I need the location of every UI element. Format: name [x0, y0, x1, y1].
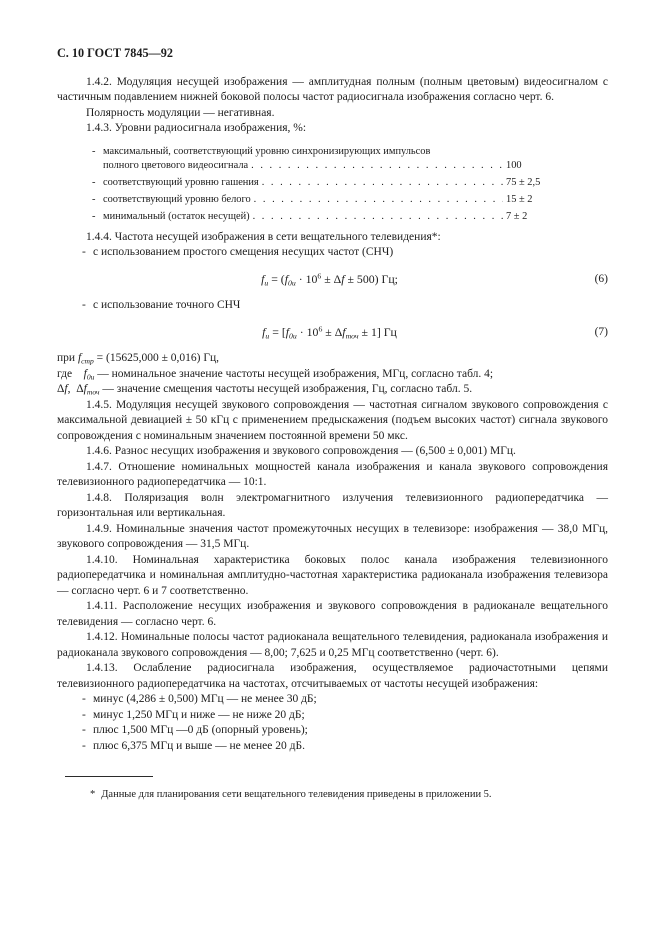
list-item-body [103, 193, 558, 207]
para-1-4-6: 1.4.6. Разнос несущих изображения и звукового сопровождения — (6,500 ± 0,001) МГц. [86, 445, 516, 457]
line-delta: Δf, $\Delta f_{точ}$ — значение смещения частоты несущей изображения, Гц, согласно табл. 5. [57, 383, 473, 397]
bullet-text: плюс 6,375 МГц и выше — не менее 20 дБ. [93, 739, 305, 752]
dotted-leader [254, 193, 503, 207]
para-1-4-11: 1.4.11. Расположение несущих изображения и звукового сопровождения в радиоканале вещательного телевидения — согласно черт. 6. [57, 600, 608, 628]
list-item-value: 100 [506, 159, 522, 171]
list-item-text: максимальный, соответствующий уровню синхронизирующих импульсов [103, 145, 431, 157]
list-item-body [103, 145, 558, 173]
list-item-text: соответствующий уровню белого [103, 193, 251, 205]
para-1-4-10: 1.4.10. Номинальная характеристика боковых полос канала изображения телевизионного радиопередатчика и номинальная амплитудно-частотная характеристика радиоканала изображения телевизора — согласно черт. 6 и 7 соответственно. [57, 553, 608, 597]
list-item-value: 75 ± 2,5 [506, 176, 541, 188]
dash-bullet: - [82, 246, 86, 258]
list-item-value: 15 ± 2 [506, 193, 533, 205]
list-item-text: минимальный (остаток несущей) [103, 210, 250, 222]
footnote-text: Данные для планирования сети вещательного телевидения приведены в приложении 5. [101, 789, 492, 800]
dash-bullet: - [82, 724, 86, 736]
dotted-leader [253, 210, 503, 224]
bullet-text: плюс 1,500 МГц —0 дБ (опорный уровень); [93, 724, 308, 736]
line-pri: при $f_{стр} = (15625,000 \pm 0,016)$ Гц, [57, 352, 220, 366]
para-1-4-8: 1.4.8. Поляризация волн электромагнитного излучения телевизионного радиопередатчика — горизонтальная или вертикальная. [57, 491, 608, 519]
para-1-4-7: 1.4.7. Отношение номинальных мощностей канала изображения и канала звукового сопровождения телевизионного радиопередатчика — 10:1. [57, 460, 608, 488]
attenuation-item [57, 692, 608, 708]
para-1-4-5: 1.4.5. Модуляция несущей звукового сопровождения — частотная сигналом звукового сопровождения с максимальной девиацией ± 50 кГц с применением предыскажения (подъем высоких частот) сигнала звукового сопровождения с номинальным значением постоянной времени 50 мкс. [57, 398, 608, 442]
formula-6-row [57, 272, 608, 288]
page-content [57, 46, 608, 802]
list-item [92, 145, 558, 173]
formula-6: $f_и = (f_{0и} \cdot 10^6 \pm \Delta f \pm 500)$ Гц; [261, 271, 398, 288]
list-item [92, 176, 558, 190]
equation-number-7: (7) [594, 325, 608, 338]
footnote [57, 788, 608, 802]
footnote-block [57, 776, 608, 802]
list-item [92, 193, 558, 207]
leader-row [103, 176, 558, 190]
bullet-text: с использование точного СНЧ [93, 299, 241, 311]
dash-bullet: - [92, 210, 96, 222]
dash-bullet: - [92, 176, 96, 188]
para-1-4-12: 1.4.12. Номинальные полосы частот радиоканала вещательного телевидения, радиоканала изображения и радиоканала звукового сопровождения — 8,00; 7,625 и 0,25 МГц соответственно (черт. 6). [57, 631, 608, 659]
line-gde: где $f_{0и}$ — номинальное значение частоты несущей изображения, МГц, согласно табл. 4; [57, 367, 494, 382]
list-item-text: соответствующий уровню гашения [103, 176, 259, 188]
attenuation-item [57, 708, 608, 724]
para-1-4-3: 1.4.3. Уровни радиосигнала изображения, %: [86, 122, 307, 134]
bullet-precise-offset [57, 298, 608, 314]
para-1-4-13: 1.4.13. Ослабление радиосигнала изображения, осуществляемое радиочастотными цепями телевизионного радиопередатчика на частотах, отсчитываемых от частоты несущей изображения: [57, 662, 608, 690]
footnote-marker: * [90, 789, 96, 800]
dash-bullet: - [92, 193, 96, 205]
para-1-4-9: 1.4.9. Номинальные значения частот промежуточных несущих в телевизоре: изображения — 38,0 МГц, звукового сопровождения — 31,5 МГц. [57, 522, 608, 550]
running-header: С. 10 ГОСТ 7845—92 [57, 46, 173, 60]
bullet-simple-offset [57, 245, 608, 261]
para-1-4-4: 1.4.4. Частота несущей изображения в сети вещательного телевидения*: [86, 230, 441, 243]
dash-bullet: - [82, 693, 86, 705]
leader-row [103, 193, 558, 207]
attenuation-item [57, 739, 608, 755]
formula-7-row [57, 325, 608, 341]
bullet-text: минус 1,250 МГц и ниже — не ниже 20 дБ; [93, 708, 305, 721]
dotted-leader [251, 159, 503, 173]
list-item-body [103, 176, 558, 190]
footnote-rule [65, 776, 153, 777]
list-item-text: полного цветового видеосигнала [103, 159, 249, 171]
para-1-4-2: 1.4.2. Модуляция несущей изображения — амплитудная полным (полным цветовым) видеосигналом с частичным подавлением нижней боковой полосы частот радиосигнала изображения согласно черт. 6. [57, 75, 608, 103]
list-item-body [103, 210, 558, 224]
formula-7: $f_и = [f_{0и} \cdot 10^6 \pm \Delta f_{точ} \pm 1]$ Гц [262, 324, 397, 341]
para-polarity: Полярность модуляции — негативная. [86, 106, 275, 119]
equation-number-6: (6) [594, 272, 608, 285]
attenuation-item [57, 723, 608, 739]
signal-levels-list [57, 145, 608, 224]
list-item-value: 7 ± 2 [506, 210, 528, 222]
dash-bullet: - [82, 708, 86, 721]
bullet-text: с использованием простого смещения несущих частот (СНЧ) [93, 246, 394, 258]
leader-row [103, 210, 558, 224]
list-item [92, 210, 558, 224]
dash-bullet: - [92, 145, 96, 157]
dash-bullet: - [82, 739, 86, 752]
dotted-leader [262, 176, 503, 190]
leader-row [103, 159, 558, 173]
dash-bullet: - [82, 299, 86, 311]
bullet-text: минус (4,286 ± 0,500) МГц — не менее 30 дБ; [93, 693, 317, 705]
